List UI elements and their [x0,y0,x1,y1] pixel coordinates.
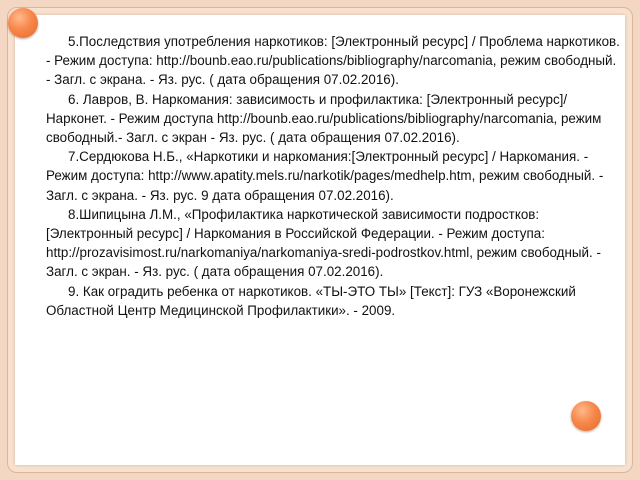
reference-item-6: 6. Лавров, В. Наркомания: зависимость и профилактика: [Электронный ресурс]/ Нарконет. - Режим доступа http://bounb.eao.ru/publications/bibliography/narcomania, режим свободный.- Загл. с экран - Яз. рус. ( дата обращения 07.02.2016). [46,91,602,146]
reference-item-7: 7.Сердюкова Н.Б., «Наркотики и наркомания:[Электронный ресурс] / Наркомания. - Режим доступа: http://www.apatity.mels.ru/narkotik/pages/medhelp.htm, режим свободный. - Загл. с экрана. - Яз. рус. 9 дата обращения 07.02.2016). [46,149,604,203]
reference-item-9: 9. Как оградить ребенка от наркотиков. «ТЫ-ЭТО ТЫ» [Текст]: ГУЗ «Воронежский Областной Центр Медицинской Профилактики». - 2009. [46,283,576,318]
orange-dot-icon [571,401,601,431]
content-panel [15,15,625,465]
orange-dot-icon [8,8,38,38]
reference-item-8: 8.Шипицына Л.М., «Профилактика наркотической зависимости подростков: [Электронный ресурс] / Наркомания в Российской Федерации. - Режим доступа: http://prozavisimost.ru/narkomaniya/narkomaniya-sredi-podrostkov.html, режим свободный. - Загл. с экран. - Яз. рус. ( дата обращения 07.02.2016). [46,206,601,280]
reference-list [46,32,624,320]
reference-item-5: 5.Последствия употребления наркотиков: [Электронный ресурс] / Проблема наркотиков. - Режим доступа: http://bounb.eao.ru/publications/bibliography/narcomania, режим свободный. - Загл. с экрана. - Яз. рус. ( дата обращения 07.02.2016). [46,34,620,88]
